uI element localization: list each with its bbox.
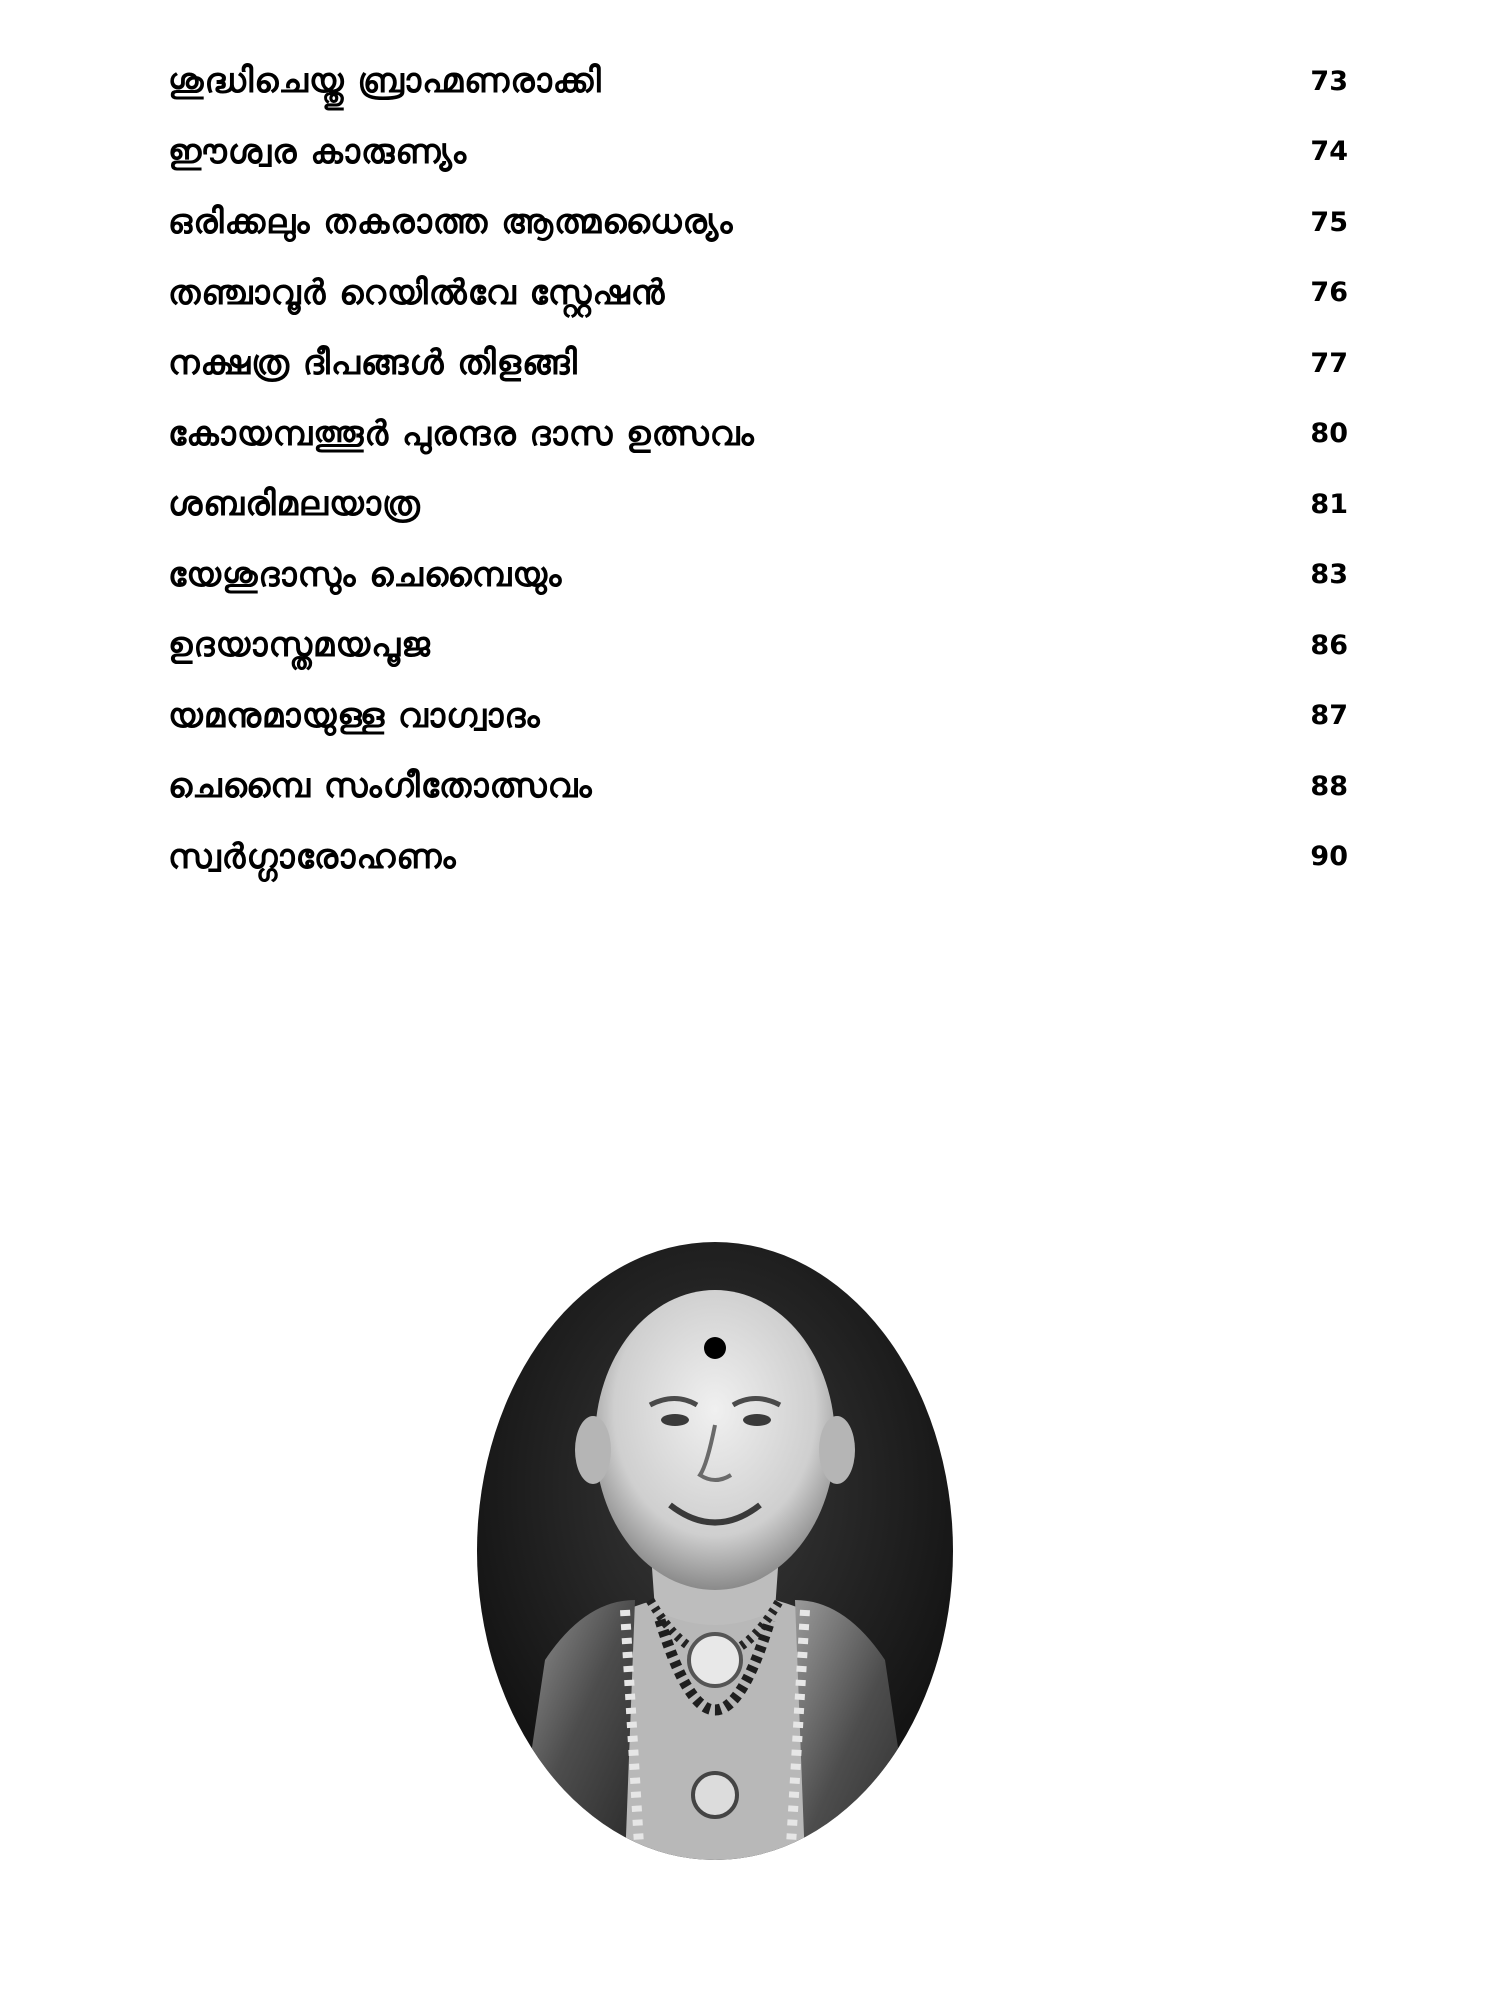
- portrait-head: [595, 1290, 835, 1590]
- toc-row[interactable]: [168, 751, 1348, 822]
- toc-page-number: 83: [1310, 559, 1348, 591]
- toc-title: നക്ഷത്ര ദീപങ്ങൾ തിളങ്ങി: [168, 343, 578, 384]
- toc-title: ശുദ്ധിചെയ്തു ബ്രാഹ്മണരാക്കി: [168, 61, 602, 102]
- toc-page-number: 73: [1310, 65, 1348, 97]
- toc-title: കോയമ്പത്തൂർ പുരന്ദര ദാസ ഉത്സവം: [168, 413, 755, 454]
- toc-page-number: 77: [1310, 347, 1348, 379]
- toc-page-number: 90: [1310, 841, 1348, 873]
- toc-page-number: 80: [1310, 418, 1348, 450]
- toc-page-number: 81: [1310, 488, 1348, 520]
- toc-title: ശബരിമലയാത്ര: [168, 484, 421, 525]
- toc-row[interactable]: [168, 46, 1348, 117]
- toc-title: യേശുദാസും ചെമ്പൈയും: [168, 554, 563, 595]
- toc-page-number: 87: [1310, 700, 1348, 732]
- toc-title: സ്വർഗ്ഗാരോഹണം: [168, 836, 457, 877]
- toc-row[interactable]: [168, 540, 1348, 611]
- toc-page-number: 75: [1310, 206, 1348, 238]
- toc-title: ഈശ്വര കാരുണ്യം: [168, 131, 468, 172]
- toc-page-number: 86: [1310, 629, 1348, 661]
- portrait-illustration: [475, 1240, 955, 1862]
- toc-row[interactable]: [168, 187, 1348, 258]
- toc-title: ഒരിക്കലും തകരാത്ത ആത്മധൈര്യം: [168, 202, 734, 243]
- toc-title: തഞ്ചാവൂർ റെയിൽവേ സ്റ്റേഷൻ: [168, 272, 666, 313]
- portrait-pendant: [689, 1634, 741, 1686]
- toc-page-number: 76: [1310, 277, 1348, 309]
- toc-row[interactable]: [168, 399, 1348, 470]
- toc-row[interactable]: [168, 681, 1348, 752]
- toc-row[interactable]: [168, 469, 1348, 540]
- toc-row[interactable]: [168, 258, 1348, 329]
- toc-page-number: 74: [1310, 136, 1348, 168]
- portrait-photo: [475, 1240, 955, 1862]
- toc-title: യമനുമായുള്ള വാഗ്വാദം: [168, 695, 541, 736]
- table-of-contents: [168, 46, 1348, 892]
- toc-row[interactable]: [168, 117, 1348, 188]
- toc-page-number: 88: [1310, 770, 1348, 802]
- portrait-bindi: [704, 1337, 726, 1359]
- toc-row[interactable]: [168, 328, 1348, 399]
- toc-title: ഉദയാസ്തമയപൂജ: [168, 625, 431, 666]
- toc-row[interactable]: [168, 610, 1348, 681]
- toc-title: ചെമ്പൈ സംഗീതോത്സവം: [168, 766, 593, 807]
- toc-row[interactable]: [168, 822, 1348, 893]
